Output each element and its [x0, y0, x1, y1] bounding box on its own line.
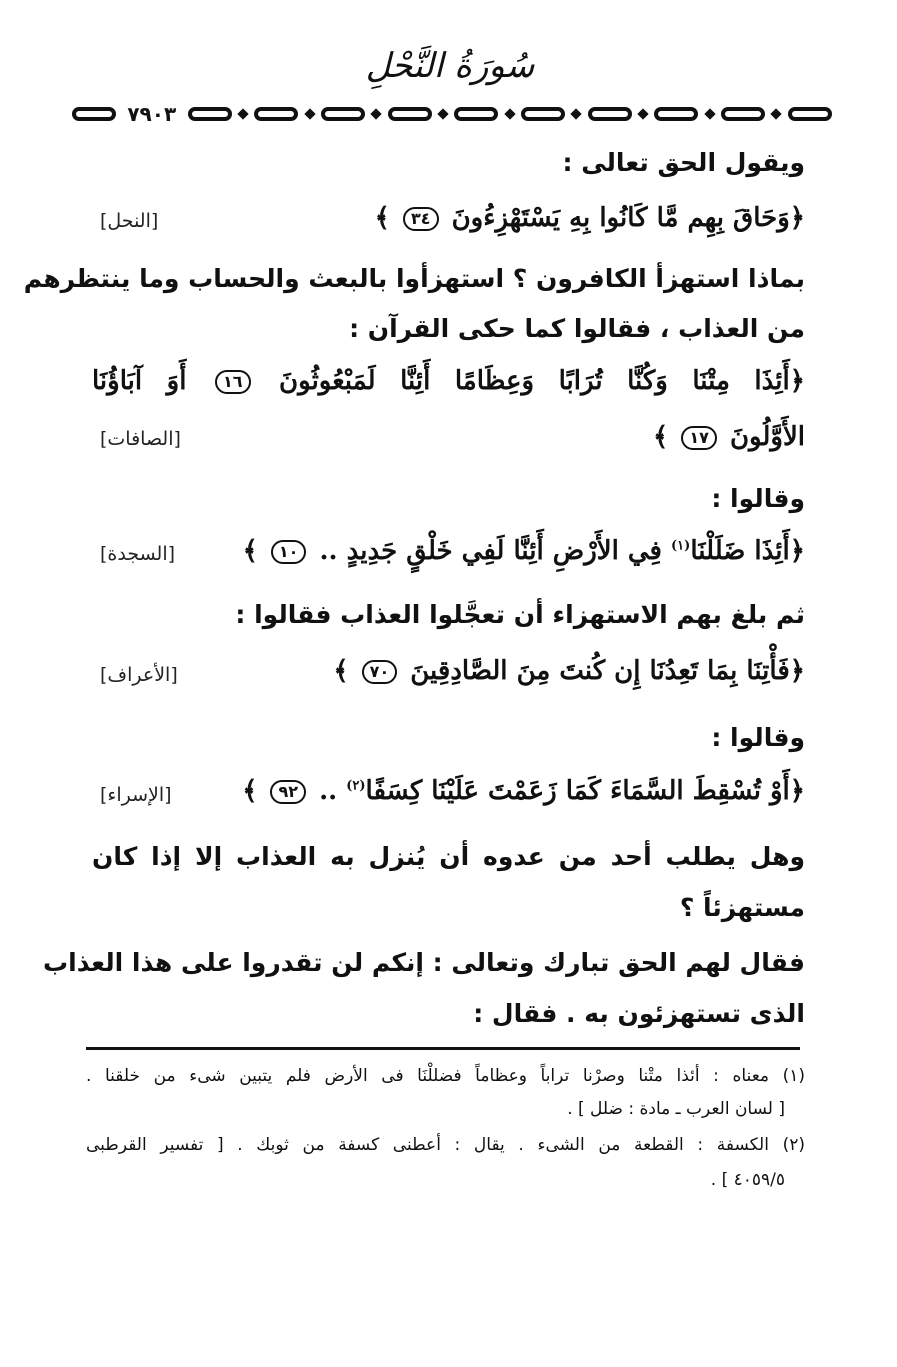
verse-text: ﴿أَئِذَا ضَلَلْنَا	[690, 536, 805, 566]
text-line: الذى تستهزئون به . فقال :	[473, 999, 805, 1028]
verse-text: ﴿وَحَاقَ بِهِم مَّا كَانُوا بِهِ يَسْتَهْزِءُونَ	[451, 203, 805, 233]
verse-bracket: ﴾	[374, 203, 390, 233]
text-line: وهل يطلب أحد من عدوه أن يُنزل به العذاب إلا إذا كان	[92, 842, 805, 871]
verse-text: ﴿أَوْ تُسْقِطَ السَّمَاءَ كَمَا زَعَمْتَ عَلَيْنَا كِسَفًا	[365, 776, 805, 806]
verse-number: ١٧	[681, 426, 717, 450]
footnote-line: ٤٠٥٩/٥ ] .	[710, 1170, 785, 1190]
footnote-line: [ لسان العرب ـ مادة : ضلل ] .	[567, 1099, 785, 1119]
ornament-link-icon	[188, 107, 232, 121]
ornament-diamond-icon	[304, 108, 315, 119]
verse-bracket: ﴾	[242, 536, 258, 566]
quran-verse	[653, 422, 805, 452]
verse-number: ٧٠	[362, 660, 398, 684]
text-line: وقالوا :	[711, 484, 805, 513]
verse-number: ٣٤	[403, 207, 439, 231]
ornament-link-icon	[721, 107, 765, 121]
surah-reference: [الأعراف]	[100, 664, 178, 686]
surah-reference: [السجدة]	[100, 543, 176, 565]
verse-bracket: ﴾	[333, 656, 349, 686]
ornament-diamond-icon	[637, 108, 648, 119]
surah-reference: [النحل]	[100, 210, 159, 232]
verse-text: ﴿فَأْتِنَا بِمَا تَعِدُنَا إِن كُنتَ مِنَ الصَّادِقِينَ	[410, 656, 805, 686]
ornament-link-icon	[588, 107, 632, 121]
quran-verse	[92, 366, 805, 396]
ornament-link-icon	[788, 107, 832, 121]
text-line: وقالوا :	[711, 723, 805, 752]
text-line: مستهزئاً ؟	[679, 893, 805, 922]
ornament-diamond-icon	[437, 108, 448, 119]
surah-title: سُورَةُ النَّحْلِ	[365, 46, 535, 86]
page-number: ٧٩٠٣	[127, 102, 177, 126]
verse-bracket: ﴾	[653, 422, 669, 452]
ornament-link-icon	[254, 107, 298, 121]
verse-number: ٩٢	[270, 780, 306, 804]
text-line: بماذا استهزأ الكافرون ؟ استهزأوا بالبعث والحساب وما ينتظرهم	[23, 264, 805, 293]
surah-reference: [الإسراء]	[100, 784, 172, 806]
ornament-diamond-icon	[504, 108, 515, 119]
ornament-link-icon	[521, 107, 565, 121]
text-line: فقال لهم الحق تبارك وتعالى : إنكم لن تقدروا على هذا العذاب	[43, 948, 805, 977]
verse-bracket: ﴾	[242, 776, 258, 806]
ornament-diamond-icon	[704, 108, 715, 119]
quran-verse	[375, 203, 805, 233]
text-line: من العذاب ، فقالوا كما حكى القرآن :	[349, 314, 805, 343]
verse-text: أَوَ آبَاؤُنَا	[92, 366, 187, 396]
text-line: ويقول الحق تعالى :	[562, 148, 805, 177]
verse-text: ﴿أَئِذَا مِتْنَا وَكُنَّا تُرَابًا وَعِظَامًا أَئِنَّا لَمَبْعُوثُونَ	[279, 366, 805, 396]
verse-text: ..	[319, 776, 338, 806]
footnote-line: (١) معناه : أئذا متْنا وصرْنا تراباً وعظاماً فضللْنَا فى الأرض فلم يتبين شىء من خلقنا .	[86, 1066, 805, 1086]
quran-verse	[333, 656, 805, 686]
footnote-line: (٢) الكسفة : القطعة من الشىء . يقال : أعطنى كسفة من ثوبك . [ تفسير القرطبى	[86, 1135, 805, 1155]
footnote-divider	[86, 1047, 800, 1050]
ornament-diamond-icon	[771, 108, 782, 119]
ornament-link-icon	[72, 107, 116, 121]
verse-number: ١٠	[271, 540, 307, 564]
footnote-marker: (٢)	[346, 778, 366, 794]
text-line: ثم بلغ بهم الاستهزاء أن تعجَّلوا العذاب فقالوا :	[235, 600, 805, 629]
quran-verse	[243, 536, 805, 566]
ornament-diamond-icon	[237, 108, 248, 119]
ornament-link-icon	[654, 107, 698, 121]
ornament-diamond-icon	[571, 108, 582, 119]
footnote-marker: (١)	[671, 538, 691, 554]
verse-text: الأَوَّلُونَ	[729, 422, 805, 452]
header-ornament	[72, 100, 832, 128]
ornament-link-icon	[321, 107, 365, 121]
ornament-link-icon	[388, 107, 432, 121]
surah-reference: [الصافات]	[100, 428, 181, 450]
verse-text: فِي الأَرْضِ أَئِنَّا لَفِي خَلْقٍ جَدِيدٍ ..	[319, 536, 662, 566]
ornament-diamond-icon	[371, 108, 382, 119]
verse-number: ١٦	[215, 370, 251, 394]
ornament-link-icon	[454, 107, 498, 121]
quran-verse	[242, 776, 805, 806]
